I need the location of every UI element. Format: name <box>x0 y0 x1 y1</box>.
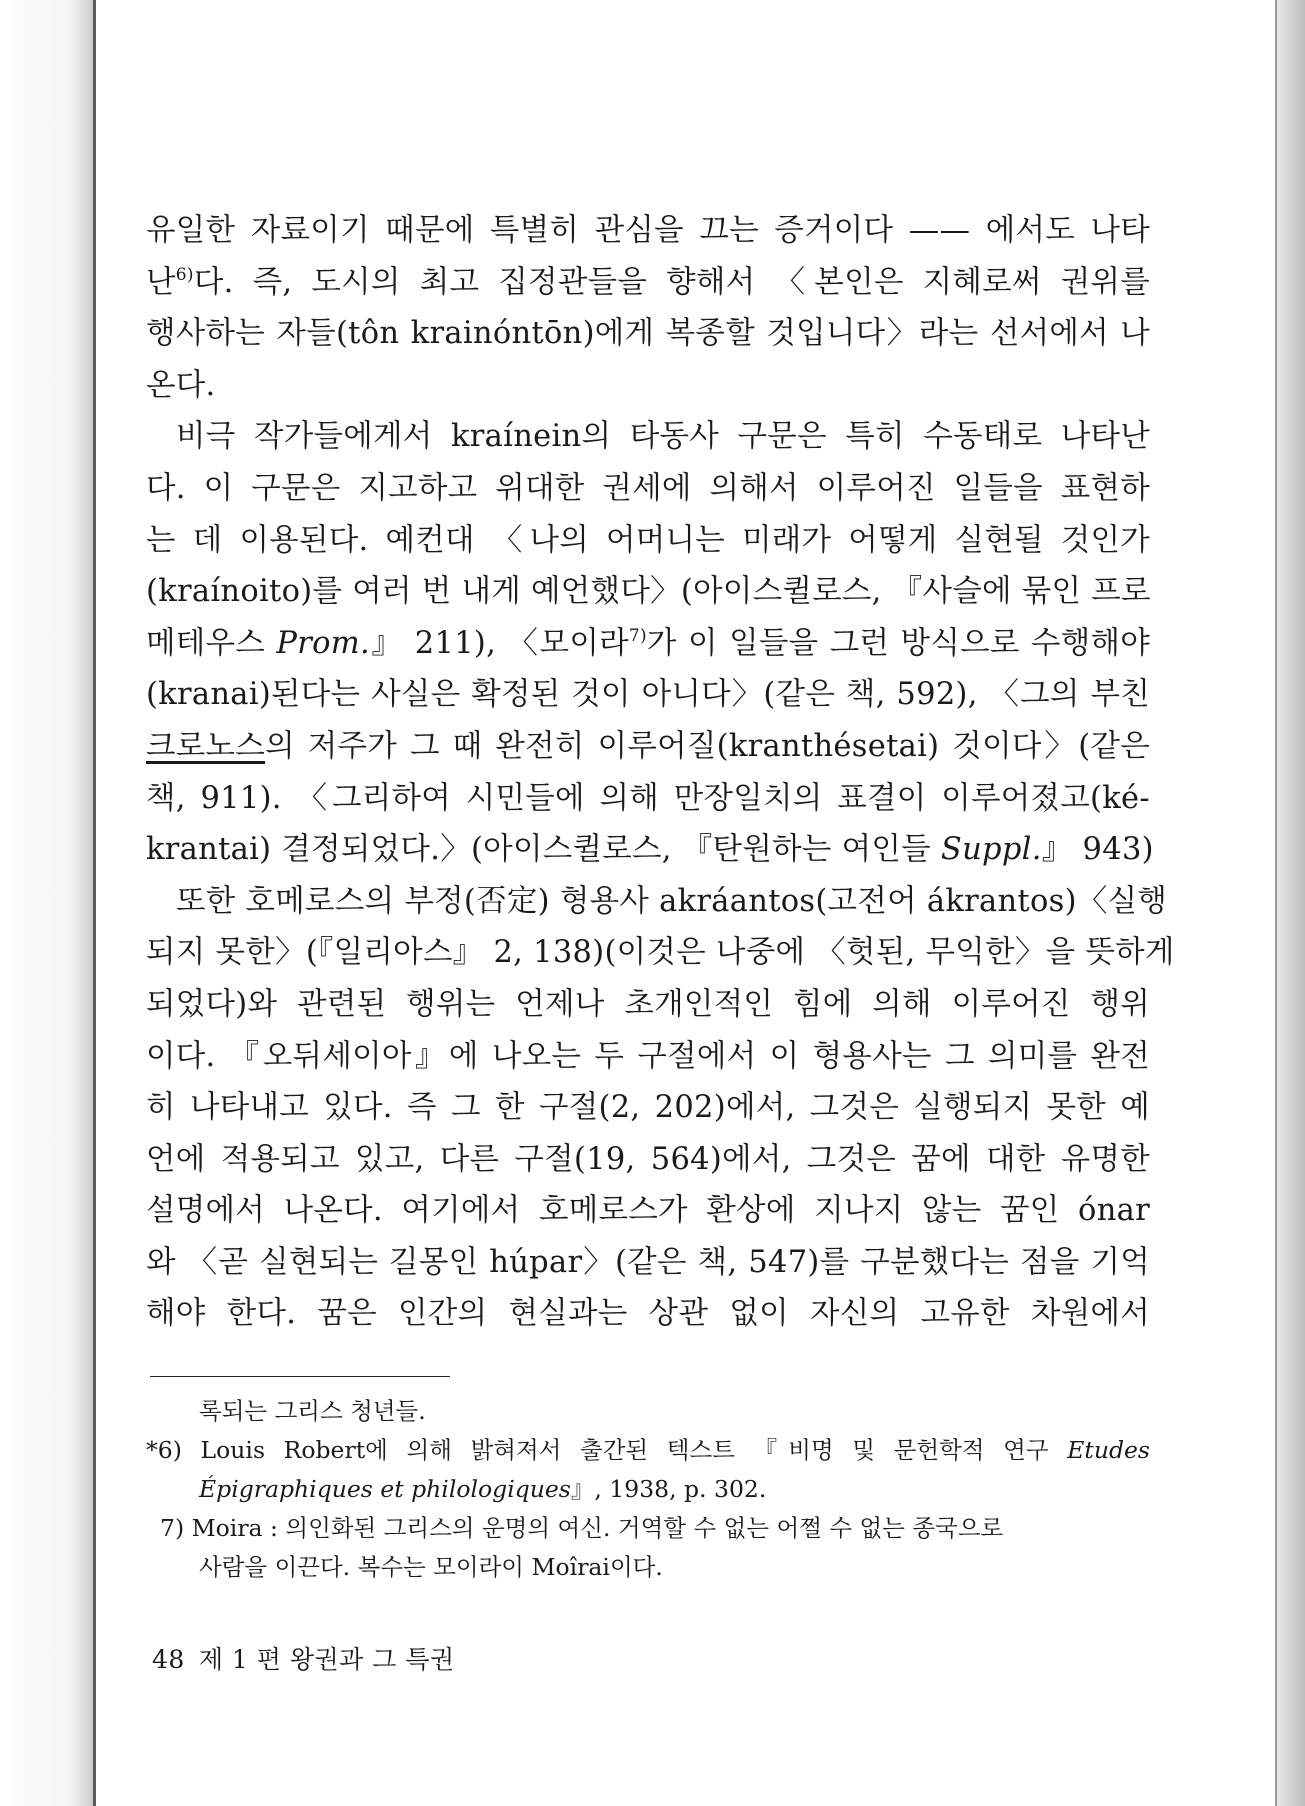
text-line: 해야 한다. 꿈은 인간의 현실과는 상관 없이 자신의 고유한 차원에서 <box>146 1296 1150 1332</box>
text-line: 비극 작가들에게서 kraínein의 타동사 구문은 특히 수동태로 나타난 <box>176 419 1150 455</box>
footnote-divider <box>150 1376 450 1377</box>
page-footer <box>152 1640 455 1676</box>
text-line: 행사하는 자들(tôn krainóntōn)에게 복종할 것입니다〉라는 선서에서 나 <box>146 316 1150 352</box>
footnote-7-cont: 사람을 이끈다. 복수는 모이라이 Moîrai이다. <box>199 1553 663 1581</box>
text-line: 난$^{6)}$다. 즉, 도시의 최고 집정관들을 향해서 〈본인은 지혜로써 권위를 <box>146 264 1150 300</box>
page-number: 48 <box>152 1645 185 1674</box>
text-line: 이다. 『오뒤세이아』에 나오는 두 구절에서 이 형용사는 그 의미를 완전 <box>146 1038 1150 1074</box>
footnote-6-cont: Épigraphiques et philologiques』, 1938, p. 302. <box>199 1475 767 1503</box>
text-line: 와 〈곧 실현되는 길몽인 húpar〉(같은 책, 547)를 구분했다는 점을 기억 <box>146 1244 1150 1280</box>
book-spine-shadow <box>0 0 96 1806</box>
text-line: 크로노스의 저주가 그 때 완전히 이루어질(kranthésetai) 것이다〉(같은 <box>146 728 1150 764</box>
text-line: 또한 호메로스의 부정(否定) 형용사 akráantos(고전어 ákrantos)〈실행 <box>176 883 1168 919</box>
footnote-ref-7: 7) <box>628 625 647 646</box>
text-line: krantai) 결정되었다.〉(아이스퀼로스, 『탄원하는 여인들 Suppl.』 943) <box>146 832 1154 868</box>
text-line: 책, 911). 〈그리하여 시민들에 의해 만장일치의 표결이 이루어졌고(ké- <box>146 780 1150 816</box>
underlined-word: 크로노스 <box>146 728 266 764</box>
text-line: 는 데 이용된다. 예컨대 〈나의 어머니는 미래가 어떻게 실현될 것인가 <box>146 522 1150 558</box>
text-line: 설명에서 나온다. 여기에서 호메로스가 환상에 지나지 않는 꿈인 ónar <box>146 1193 1150 1229</box>
text-line: (kranai)된다는 사실은 확정된 것이 아니다〉(같은 책, 592), 〈그의 부친 <box>146 677 1150 713</box>
text-line: 언에 적용되고 있고, 다른 구절(19, 564)에서, 그것은 꿈에 대한 유명한 <box>146 1141 1150 1177</box>
page-edge-right <box>1275 0 1305 1806</box>
text-line: 되지 못한〉(『일리아스』 2, 138)(이것은 나중에 〈헛된, 무익한〉을 뜻하게 <box>146 935 1175 971</box>
footnote-ref-6: 6) <box>175 264 194 285</box>
text-line: (kraínoito)를 여러 번 내게 예언했다〉(아이스퀼로스, 『사슬에 묶인 프로 <box>146 574 1151 610</box>
body-text <box>146 205 1175 1340</box>
footnote-6: *6) Louis Robert에 의해 밝혀져서 출간된 텍스트 『비명 및 문헌학적 연구 Etudes <box>146 1436 1150 1464</box>
text-line: 다. 이 구문은 지고하고 위대한 권세에 의해서 이루어진 일들을 표현하 <box>146 470 1150 506</box>
footnote-7: 7) Moira : 의인화된 그리스의 운명의 여신. 거역할 수 없는 어쩔 수 없는 종국으로 <box>160 1514 1004 1542</box>
footnotes <box>146 1392 1150 1587</box>
text-line: 히 나타내고 있다. 즉 그 한 구절(2, 202)에서, 그것은 실행되지 못한 예 <box>146 1090 1150 1126</box>
footnote-continuation: 록되는 그리스 청년들. <box>199 1397 426 1425</box>
text-line: 메테우스 Prom.』 211), 〈모이라$^{7)}$가 이 일들을 그런 방식으로 수행해야 <box>146 625 1150 661</box>
text-line: 되었다)와 관련된 행위는 언제나 초개인적인 힘에 의해 이루어진 행위 <box>146 986 1150 1022</box>
text-line: 온다. <box>146 367 216 403</box>
text-line: 유일한 자료이기 때문에 특별히 관심을 끄는 증거이다 —— 에서도 나타 <box>146 213 1150 248</box>
running-title: 제 1 편 왕권과 그 특권 <box>198 1645 455 1674</box>
